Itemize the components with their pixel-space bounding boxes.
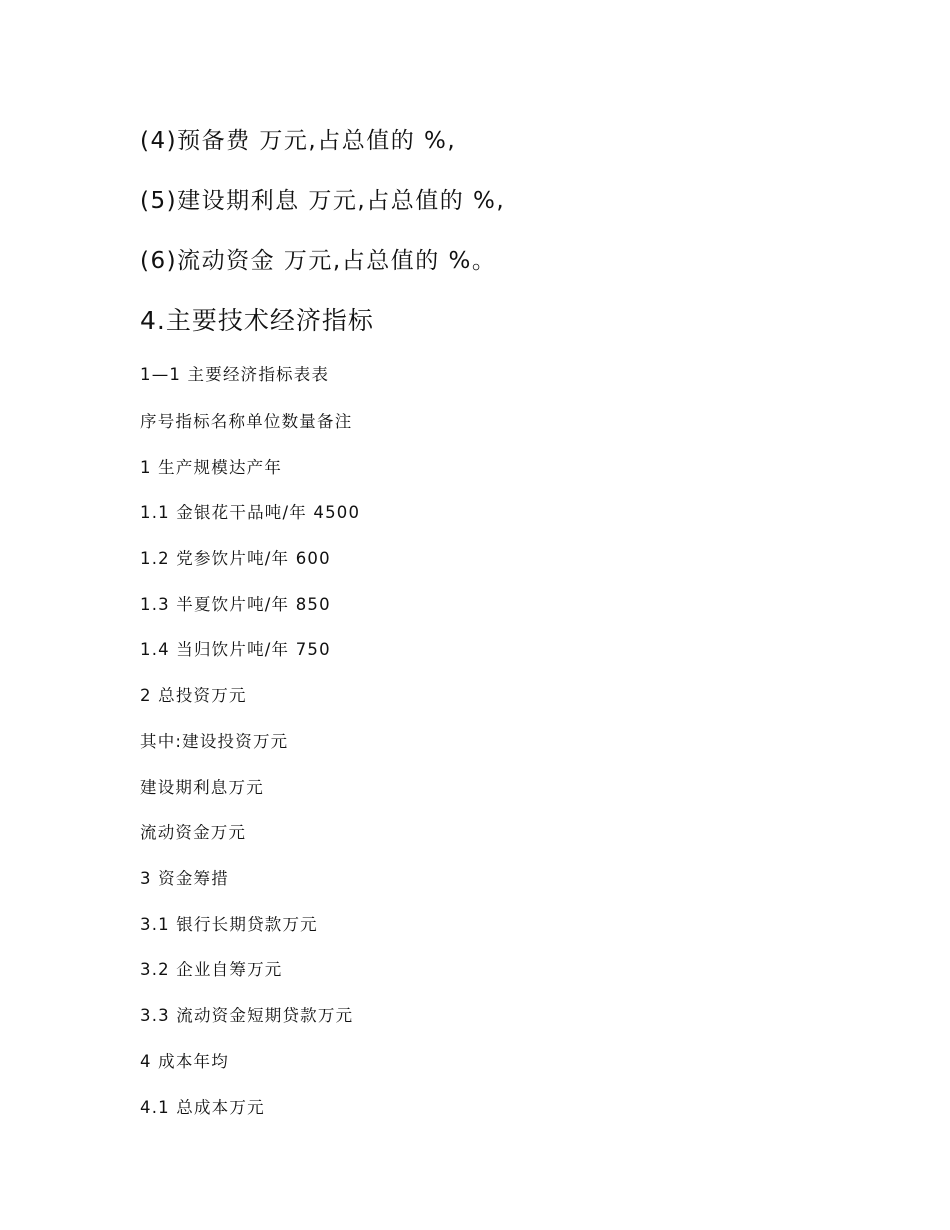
table-row: 流动资金万元 xyxy=(140,823,247,842)
intro-line-construction-interest: (5)建设期利息 万元,占总值的 %, xyxy=(140,188,506,214)
table-caption: 1—1 主要经济指标表表 xyxy=(140,365,330,384)
table-row: 1.4 当归饮片吨/年 750 xyxy=(140,640,331,659)
table-row: 1.3 半夏饮片吨/年 850 xyxy=(140,595,331,614)
table-row: 3.1 银行长期贷款万元 xyxy=(140,915,318,934)
intro-line-working-capital: (6)流动资金 万元,占总值的 %。 xyxy=(140,248,497,274)
table-row: 1 生产规模达产年 xyxy=(140,458,283,477)
table-row: 3 资金筹措 xyxy=(140,869,229,888)
section-heading: 4.主要技术经济指标 xyxy=(140,306,374,335)
table-row: 3.2 企业自筹万元 xyxy=(140,960,283,979)
intro-line-reserve-fee: (4)预备费 万元,占总值的 %, xyxy=(140,128,457,154)
table-row: 1.2 党参饮片吨/年 600 xyxy=(140,549,331,568)
table-row: 1.1 金银花干品吨/年 4500 xyxy=(140,503,361,522)
table-row: 4 成本年均 xyxy=(140,1052,229,1071)
table-row: 3.3 流动资金短期贷款万元 xyxy=(140,1006,354,1025)
table-row: 4.1 总成本万元 xyxy=(140,1098,265,1117)
table-row: 2 总投资万元 xyxy=(140,686,247,705)
table-header: 序号指标名称单位数量备注 xyxy=(140,412,353,431)
table-row: 建设期利息万元 xyxy=(140,778,264,797)
table-row: 其中:建设投资万元 xyxy=(140,732,289,751)
